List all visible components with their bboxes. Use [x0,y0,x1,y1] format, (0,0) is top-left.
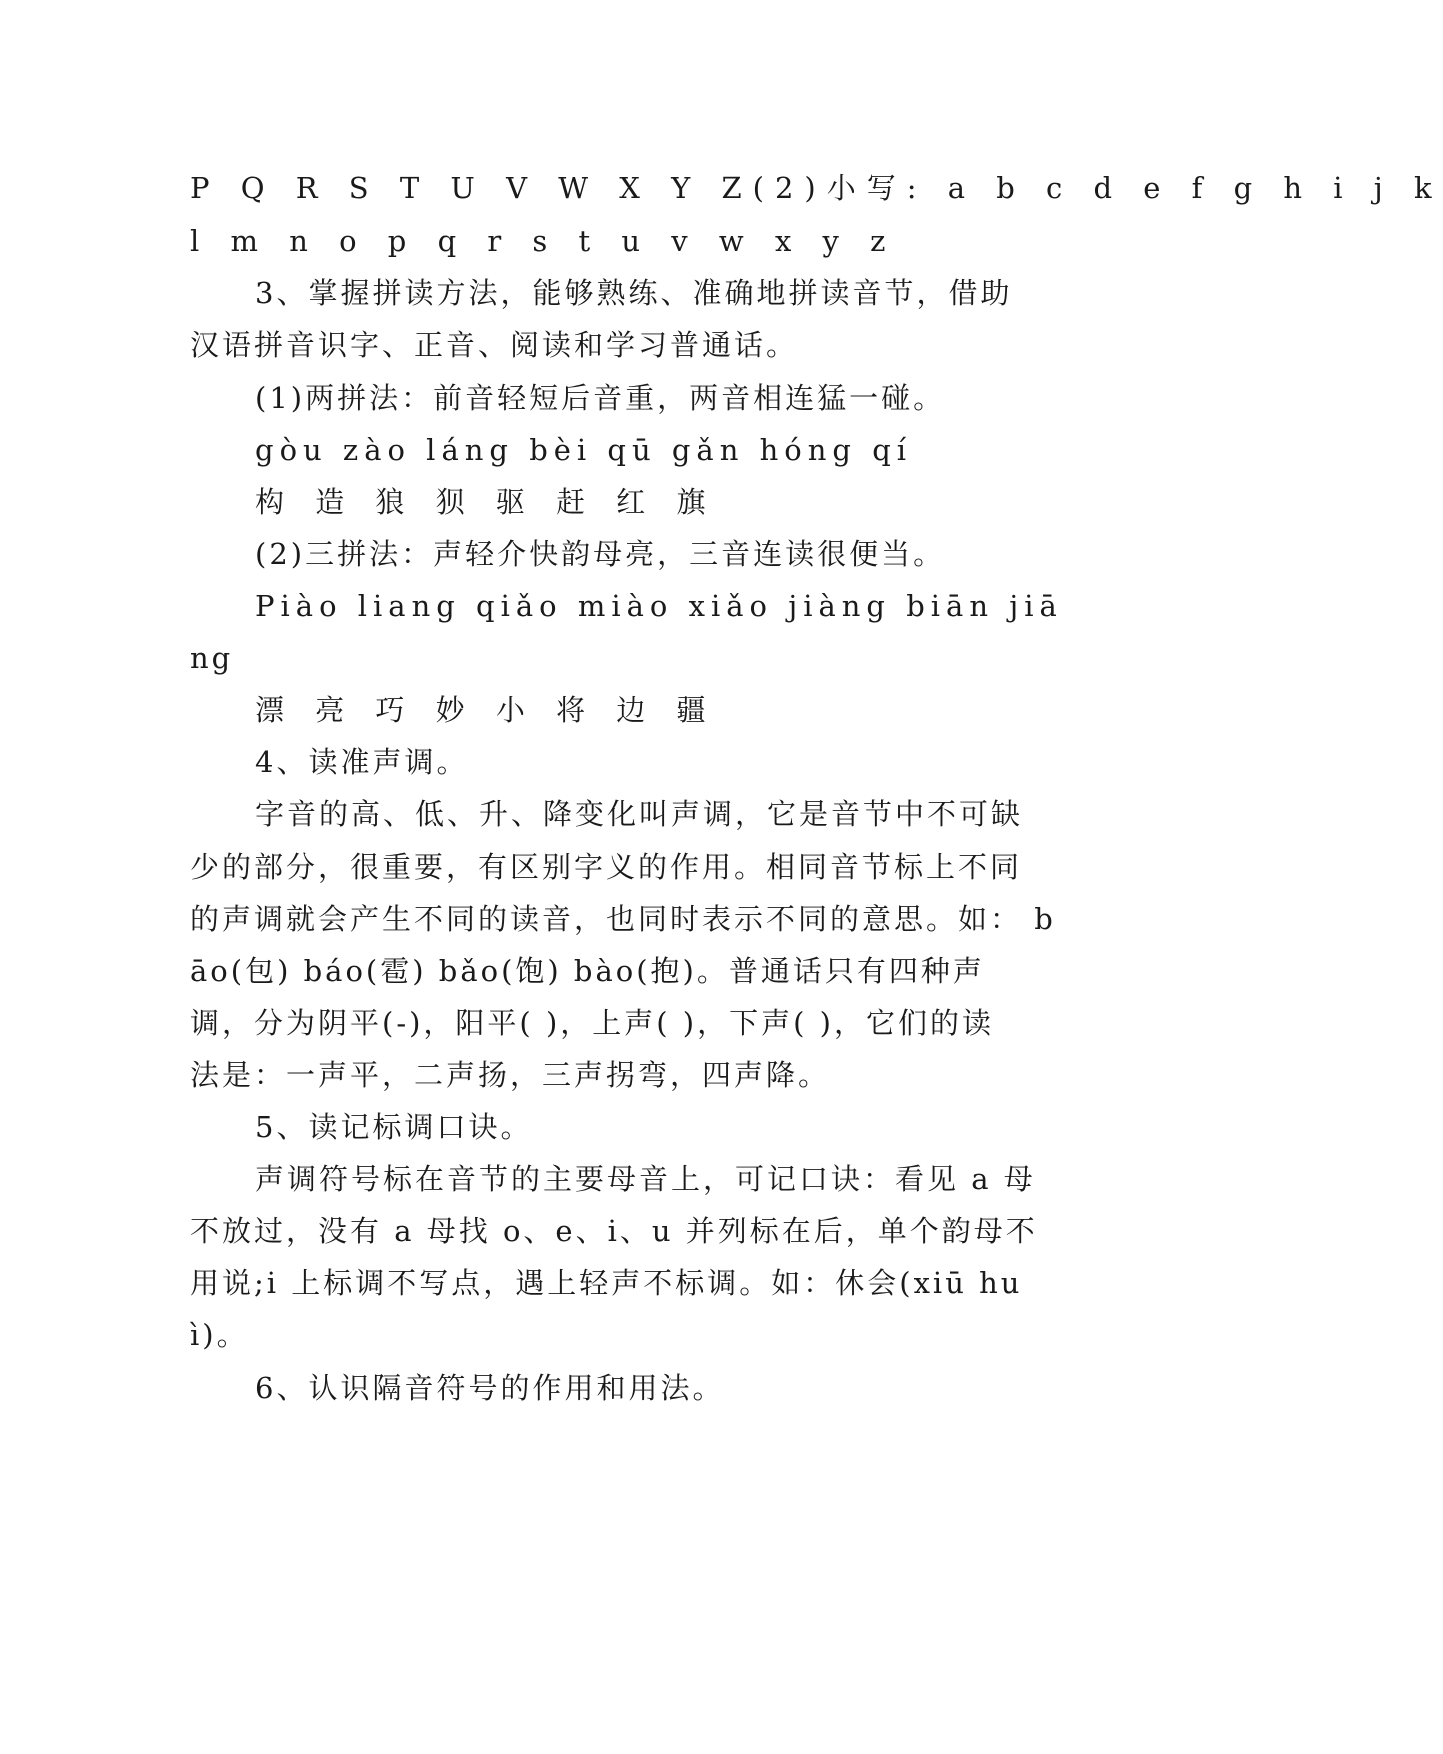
text-line-3: 3、掌握拼读方法，能够熟练、准确地拼读音节，借助 [255,276,1013,310]
text-line-16: āo(包) báo(雹) bǎo(饱) bào(抱)。普通话只有四种声 [190,954,985,988]
text-line-10: ng [190,641,234,675]
text-line-14: 少的部分，很重要，有区别字义的作用。相同音节标上不同 [190,850,1023,884]
text-line-21: 不放过，没有 a 母找 o、e、i、u 并列标在后，单个韵母不 [190,1214,1038,1248]
text-line-18: 法是：一声平，二声扬，三声拐弯，四声降。 [190,1058,831,1092]
text-line-22: 用说;i 上标调不写点，遇上轻声不标调。如：休会(xiū hu [190,1266,1023,1300]
text-line-6: gòu zào láng bèi qū gǎn hóng qí [255,433,913,467]
text-line-11: 漂 亮 巧 妙 小 将 边 疆 [255,693,717,727]
text-line-20: 声调符号标在音节的主要母音上，可记口诀：看见 a 母 [255,1162,1036,1196]
text-line-5: (1)两拼法：前音轻短后音重，两音相连猛一碰。 [255,381,946,415]
text-line-13: 字音的高、低、升、降变化叫声调，它是音节中不可缺 [255,797,1024,831]
text-line-19: 5、读记标调口诀。 [255,1110,533,1144]
text-line-12: 4、读准声调。 [255,745,469,779]
text-line-4: 汉语拼音识字、正音、阅读和学习普通话。 [190,328,799,362]
text-line-24: 6、认识隔音符号的作用和用法。 [255,1371,725,1405]
text-line-2: l m n o p q r s t u v w x y z [190,224,897,258]
text-line-7: 构 造 狼 狈 驱 赶 红 旗 [255,485,717,519]
text-line-9: Piào liang qiǎo miào xiǎo jiàng biān jiā [255,589,1063,623]
text-line-1: P Q R S T U V W X Y Z(2)小写: a b c d e f g h i j k [190,171,1443,205]
text-line-17: 调，分为阴平(-)，阳平( )，上声( )，下声( )，它们的读 [190,1006,994,1040]
text-line-23: ì)。 [190,1318,249,1352]
text-line-8: (2)三拼法：声轻介快韵母亮，三音连读很便当。 [255,537,946,571]
text-line-15: 的声调就会产生不同的读音，也同时表示不同的意思。如： b [190,902,1056,936]
